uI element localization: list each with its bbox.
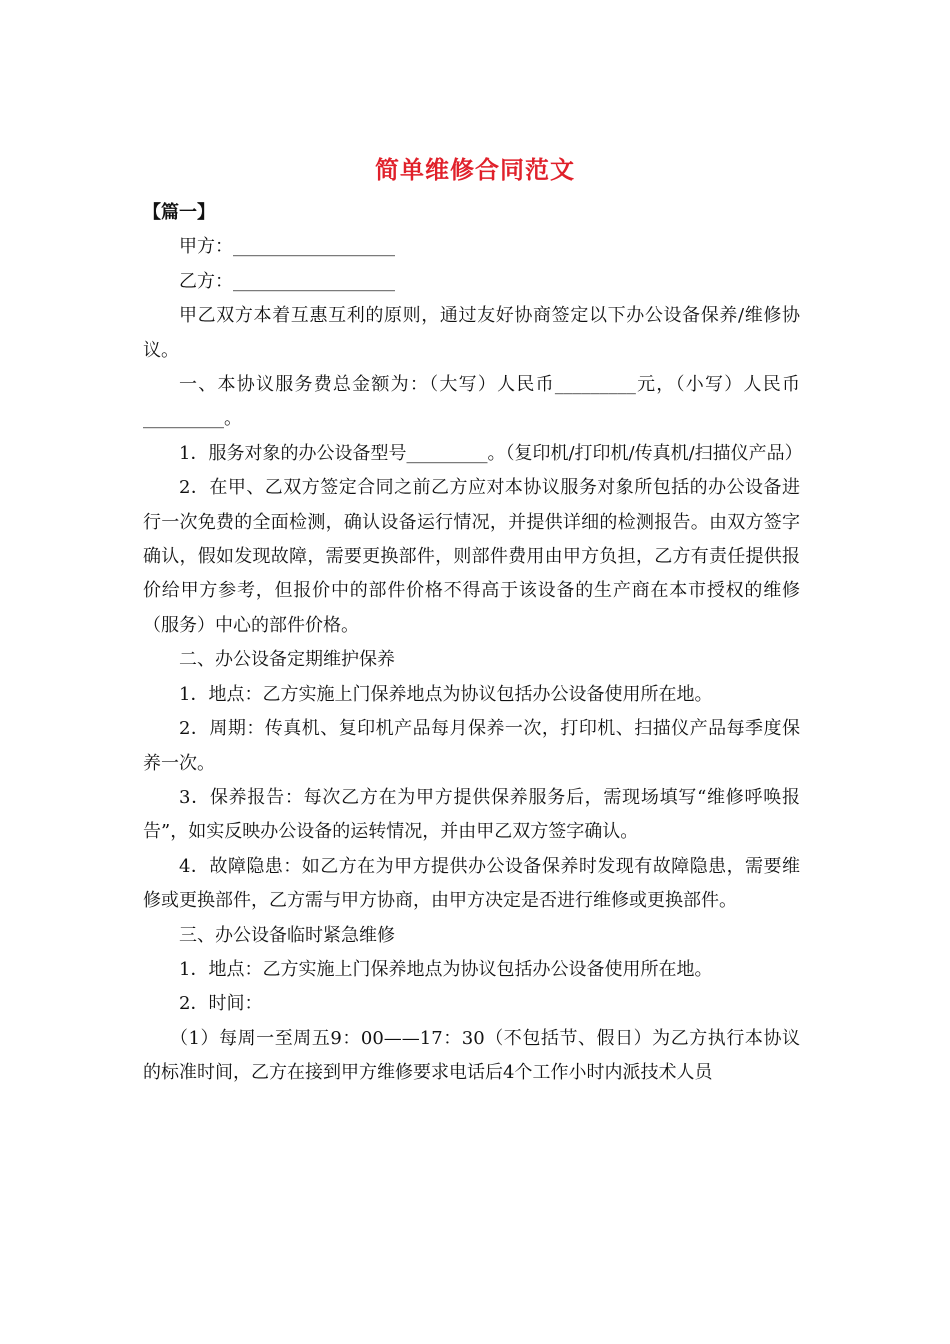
- clause-2-1-location: 1．地点：乙方实施上门保养地点为协议包括办公设备使用所在地。: [179, 683, 713, 705]
- clause-2-4-hazard: 4．故障隐患：如乙方在为甲方提供办公设备保养时发现有故障隐患，需要维修或更换部件，乙方需与甲方协商，由甲方决定是否进行维修或更换部件。: [143, 855, 800, 912]
- clause-1-1-device-model: 1．服务对象的办公设备型号_________。（复印机/打印机/传真机/扫描仪产品）: [179, 442, 803, 464]
- party-a-line: 甲方：__________________: [179, 236, 395, 258]
- clause-3-heading: 三、办公设备临时紧急维修: [179, 924, 395, 946]
- clause-2-heading: 二、办公设备定期维护保养: [179, 649, 395, 671]
- intro-paragraph: 甲乙双方本着互惠互利的原则，通过友好协商签定以下办公设备保养/维修协议。: [143, 305, 800, 361]
- clause-1-2-inspection: 2．在甲、乙双方签定合同之前乙方应对本协议服务对象所包括的办公设备进行一次免费的全面检测，确认设备运行情况，并提供详细的检测报告。由双方签字确认，假如发现故障，需要更换部件，则部件费用由甲方负担，乙方有责任提供报价给甲方参考，但报价中的部件价格不得高于该设备的生产商在本市授权的维修（服务）中心的部件价格。: [143, 477, 800, 636]
- party-b-line: 乙方：__________________: [179, 270, 395, 292]
- document-title: 简单维修合同范文: [375, 155, 575, 184]
- clause-2-3-report: 3．保养报告：每次乙方在为甲方提供保养服务后，需现场填写“维修呼唤报告”，如实反映办公设备的运转情况，并由甲乙双方签字确认。: [143, 786, 800, 843]
- clause-3-2-1-standard-hours: （1）每周一至周五9：00——17：30（不包括节、假日）为乙方执行本协议的标准时间，乙方在接到甲方维修要求电话后4个工作小时内派技术人员: [143, 1027, 800, 1084]
- section-label: 【篇一】: [143, 202, 215, 223]
- clause-2-2-period: 2．周期：传真机、复印机产品每月保养一次，打印机、扫描仪产品每季度保养一次。: [143, 718, 800, 774]
- clause-3-2-time: 2．时间：: [179, 993, 263, 1015]
- clause-3-1-location: 1．地点：乙方实施上门保养地点为协议包括办公设备使用所在地。: [179, 958, 713, 980]
- clause-1-fee: 一、本协议服务费总金额为：（大写）人民币_________元，（小写）人民币_________。: [143, 374, 800, 430]
- document-body: [143, 196, 803, 1091]
